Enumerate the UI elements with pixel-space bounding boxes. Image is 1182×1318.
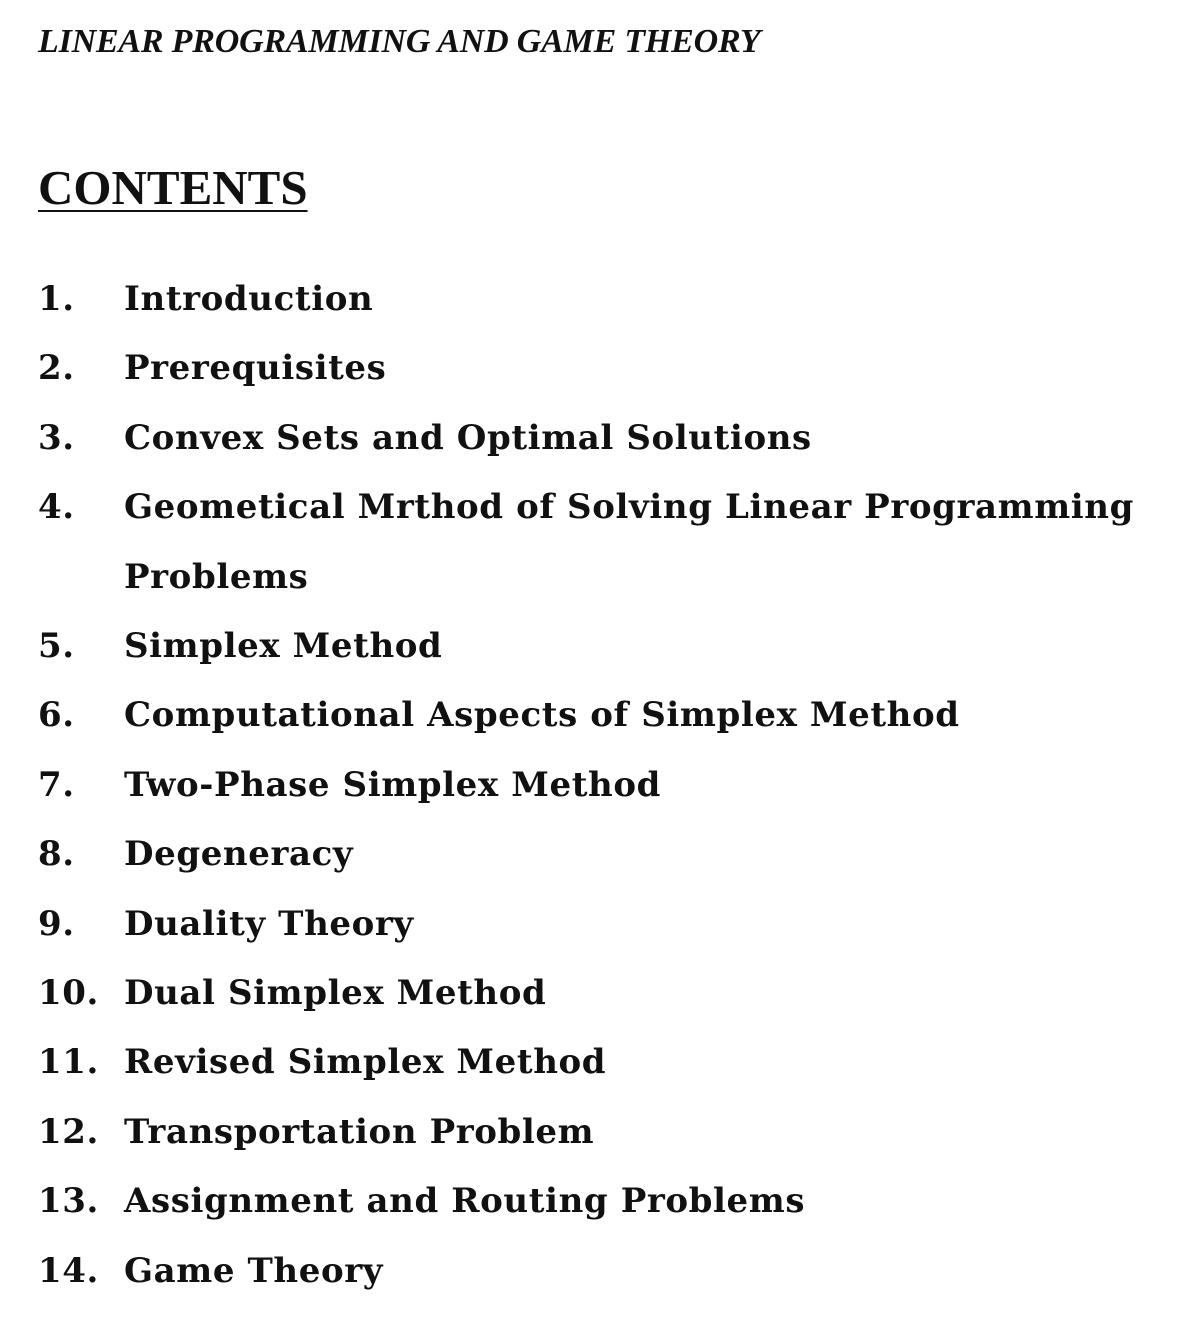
toc-entry-number: 6. (38, 695, 75, 736)
toc-entry-title: Computational Aspects of Simplex Method (124, 695, 960, 736)
toc-entry-title: Assignment and Routing Problems (124, 1181, 806, 1222)
toc-entry (38, 334, 1173, 403)
toc-entry (38, 265, 1173, 334)
toc-entry-title: Simplex Method (124, 626, 443, 667)
toc-entry-number: 9. (38, 903, 75, 944)
toc-entry-number: 8. (38, 834, 75, 875)
toc-entry-title: Dual Simplex Method (124, 973, 547, 1014)
toc-entry-number: 14. (38, 1250, 99, 1291)
toc-entry-number: 4. (38, 487, 75, 528)
toc-entry-number: 11. (38, 1042, 99, 1083)
toc-entry (38, 959, 1173, 1028)
toc-entry-number: 5. (38, 626, 75, 667)
toc-entry-number: 13. (38, 1181, 99, 1222)
toc-entry-title: Degeneracy (124, 834, 354, 875)
toc-entry-number: 2. (38, 348, 75, 389)
toc-entry-title: Transportation Problem (124, 1111, 595, 1152)
toc-entry (38, 1237, 1173, 1306)
book-title: LINEAR PROGRAMMING AND GAME THEORY (38, 23, 761, 60)
toc-entry (38, 890, 1173, 959)
toc-entry-title: Two-Phase Simplex Method (124, 764, 661, 805)
toc-entry-number: 3. (38, 417, 75, 458)
toc-entry-number: 7. (38, 764, 75, 805)
toc-entry-title: Introduction (124, 279, 374, 319)
toc-entry (38, 820, 1173, 889)
contents-heading: CONTENTS (38, 160, 308, 215)
toc-entry-title: Geometical Mrthod of Solving Linear Programming Problems (124, 487, 1134, 597)
toc-entry-title: Prerequisites (124, 348, 387, 389)
toc-entry (38, 1167, 1173, 1236)
toc-entry-number: 12. (38, 1111, 99, 1152)
toc-entry (38, 1028, 1173, 1097)
toc-entry-number: 1. (38, 279, 75, 319)
toc-entry (38, 681, 1173, 750)
toc-entry (38, 612, 1173, 681)
toc-entry-title: Game Theory (124, 1250, 384, 1291)
toc-entry-title: Revised Simplex Method (124, 1042, 607, 1083)
toc-entry-title: Duality Theory (124, 903, 414, 944)
toc-entry (38, 1098, 1173, 1167)
toc-entry-title: Convex Sets and Optimal Solutions (124, 417, 812, 458)
table-of-contents (38, 265, 1173, 1306)
toc-entry-number: 10. (38, 973, 99, 1014)
toc-entry (38, 404, 1173, 473)
toc-entry (38, 473, 1173, 612)
toc-entry (38, 751, 1173, 820)
